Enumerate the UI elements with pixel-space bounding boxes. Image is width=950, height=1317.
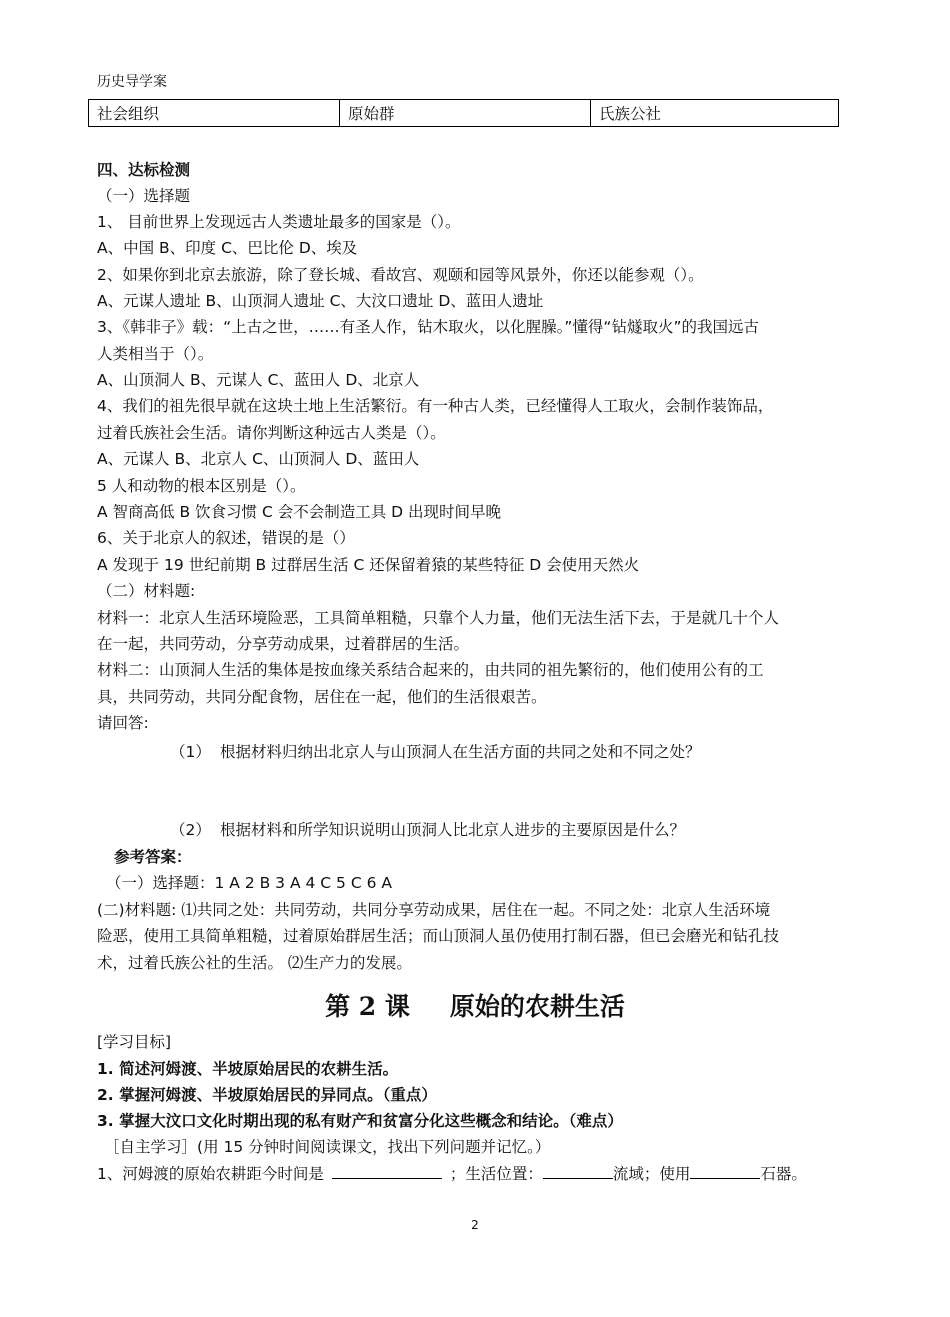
blank-time-field[interactable]	[332, 1164, 442, 1179]
fill-text-end: 石器。	[760, 1165, 807, 1183]
reference-answer-part2-line1: (二)材料题: ⑴共同之处：共同劳动，共同分享劳动成果，居住在一起。不同之处：北京人生活环境	[97, 901, 771, 919]
material-1-line2: 在一起，共同劳动，分享劳动成果，过着群居的生活。	[97, 635, 470, 653]
question-4-line1: 4、我们的祖先很早就在这块土地上生活繁衍。有一种古人类，已经懂得人工取火，会制作装饰品，	[97, 397, 774, 415]
answer-prompt: 请回答:	[97, 714, 149, 732]
learning-goal-1: 1. 简述河姆渡、半坡原始居民的农耕生活。	[97, 1060, 399, 1078]
table-cell: 氏族公社	[591, 100, 839, 127]
question-4-options: A、元谋人 B、北京人 C、山顶洞人 D、蓝田人	[97, 450, 420, 468]
reference-answer-part1: （一）选择题：1 A 2 B 3 A 4 C 5 C 6 A	[106, 874, 392, 892]
subquestion-2-text: 根据材料和所学知识说明山顶洞人比北京人进步的主要原因是什么？	[220, 821, 686, 839]
fill-text-tool: 流域；使用	[612, 1165, 691, 1183]
question-6-options: A 发现于 19 世纪前期 B 过群居生活 C 还保留着猿的某些特征 D 会使用天然火	[97, 556, 640, 574]
self-study-line	[104, 1137, 550, 1157]
social-organization-table	[88, 99, 839, 127]
reference-answer-title: 参考答案：	[114, 848, 192, 866]
question-3-line1: 3、《韩非子》载：“上古之世，……有圣人作，钻木取火，以化腥臊。”懂得“钻燧取火”的我国远古	[97, 318, 759, 336]
lesson-number: 第 2 课	[325, 992, 410, 1021]
question-2-options: A、元谋人遗址 B、山顶洞人遗址 C、大汶口遗址 D、蓝田人遗址	[97, 292, 544, 310]
question-1: 1、 目前世界上发现远古人类遗址最多的国家是（）。	[97, 213, 461, 231]
table-row	[89, 100, 839, 127]
material-2-line2: 具，共同劳动，共同分配食物，居住在一起，他们的生活很艰苦。	[97, 688, 547, 706]
blank-river-field[interactable]	[543, 1164, 613, 1179]
self-study-note: (用 15 分钟时间阅读课文，找出下列问题并记忆。）	[197, 1138, 551, 1156]
document-header: 历史导学案	[97, 74, 167, 90]
part2-title: （二）材料题:	[97, 582, 196, 600]
page-number: 2	[471, 1218, 479, 1232]
subquestion-1-number: （1）	[170, 743, 211, 761]
table-cell: 原始群	[340, 100, 591, 127]
question-2: 2、如果你到北京去旅游，除了登长城、看故宫、观颐和园等风景外，你还以能参观（）。	[97, 266, 704, 284]
question-1-options: A、中国 B、印度 C、巴比伦 D、埃及	[97, 239, 358, 257]
material-2-line1: 材料二：山顶洞人生活的集体是按血缘关系结合起来的，由共同的祖先繁衍的，他们使用公有的工	[97, 661, 764, 679]
section4-title: 四、达标检测	[97, 161, 191, 179]
learning-goal-3: 3. 掌握大汶口文化时期出现的私有财产和贫富分化这些概念和结论。（难点）	[97, 1112, 623, 1130]
subquestion-1-text: 根据材料归纳出北京人与山顶洞人在生活方面的共同之处和不同之处？	[220, 743, 701, 761]
part1-title: （一）选择题	[97, 187, 191, 205]
lesson-title: 原始的农耕生活	[449, 992, 625, 1021]
learning-goal-2: 2. 掌握河姆渡、半坡原始居民的异同点。（重点）	[97, 1086, 437, 1104]
learning-goals-title: [学习目标]	[97, 1033, 172, 1051]
question-3-line2: 人类相当于（）。	[97, 345, 214, 363]
self-study-label: ［自主学习］	[104, 1138, 198, 1156]
fill-in-question-1	[97, 1164, 807, 1184]
question-4-line2: 过着氏族社会生活。请你判断这种远古人类是（）。	[97, 424, 446, 442]
fill-text-time: 1、河姆渡的原始农耕距今时间是	[97, 1165, 324, 1183]
question-6: 6、关于北京人的叙述，错误的是（）	[97, 529, 355, 547]
subquestion-2-number: （2）	[170, 821, 211, 839]
fill-text-location: ；生活位置：	[449, 1165, 543, 1183]
reference-answer-part2-line3: 术，过着氏族公社的生活。 ⑵生产力的发展。	[97, 954, 412, 972]
lesson-heading	[0, 987, 950, 1023]
reference-answer-part2-line2: 险恶，使用工具简单粗糙，过着原始群居生活；而山顶洞人虽仍使用打制石器，但已会磨光和钻孔技	[97, 927, 780, 945]
question-3-options: A、山顶洞人 B、元谋人 C、蓝田人 D、北京人	[97, 371, 420, 389]
question-5-options: A 智商高低 B 饮食习惯 C 会不会制造工具 D 出现时间早晚	[97, 503, 501, 521]
question-5: 5 人和动物的根本区别是（）。	[97, 477, 306, 495]
table-cell: 社会组织	[89, 100, 340, 127]
material-1-line1: 材料一：北京人生活环境险恶，工具简单粗糙，只靠个人力量，他们无法生活下去，于是就几十个人	[97, 609, 780, 627]
blank-stone-field[interactable]	[690, 1164, 760, 1179]
